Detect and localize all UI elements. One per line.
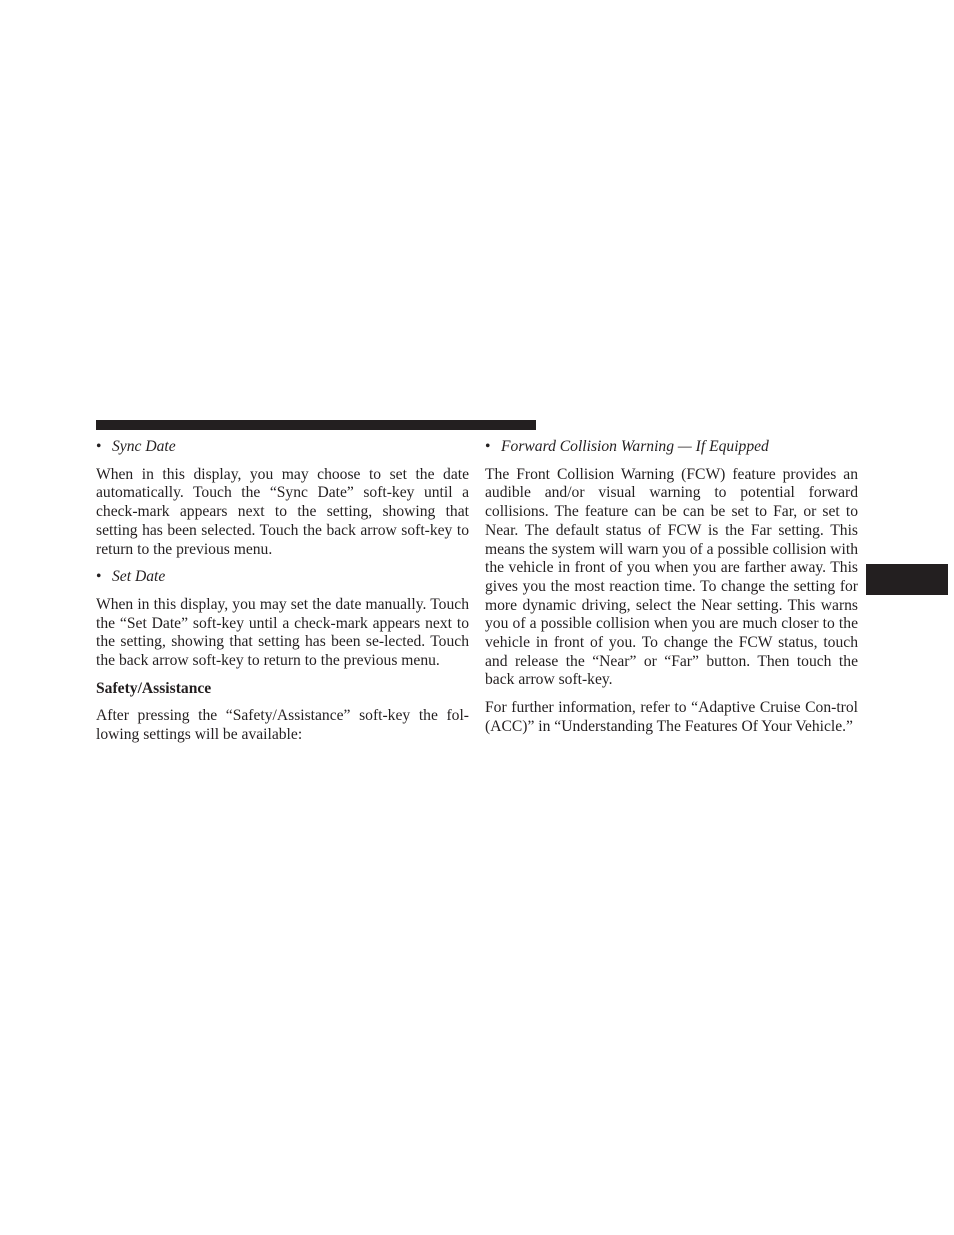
right-column (485, 438, 858, 746)
safety-assistance-paragraph: After pressing the “Safety/Assistance” soft-key the fol-lowing settings will be available: (96, 707, 469, 744)
fcw-heading-text: Forward Collision Warning — If Equipped (501, 438, 769, 455)
set-date-paragraph: When in this display, you may set the date manually. Touch the “Set Date” soft-key until a check-mark appears next to the setting, showing that setting has been se-lected. Touch the back arrow soft-key to return to the previous menu. (96, 595, 469, 670)
sync-date-heading-text: Sync Date (112, 438, 176, 455)
fcw-heading (485, 438, 858, 457)
set-date-heading-text: Set Date (112, 568, 166, 586)
bullet-icon: • (96, 568, 102, 586)
sync-date-paragraph: When in this display, you may choose to set the date automatically. Touch the “Sync Date” soft-key until a check-mark appears next to the setting, showing that setting has been selected. Touch the back arrow soft-key to return to the previous menu. (96, 465, 469, 558)
left-column (96, 438, 469, 754)
section-divider-bar (96, 420, 536, 430)
further-info-paragraph: For further information, refer to “Adaptive Cruise Con-trol (ACC)” in “Understanding The Features Of Your Vehicle.” (485, 699, 858, 735)
sync-date-heading (96, 438, 469, 457)
chapter-thumb-tab (866, 564, 948, 595)
safety-assistance-heading: Safety/Assistance (96, 679, 212, 697)
bullet-icon: • (96, 438, 102, 455)
set-date-heading (96, 568, 469, 587)
bullet-icon: • (485, 438, 491, 455)
fcw-paragraph: The Front Collision Warning (FCW) feature provides an audible and/or visual warning to potential forward collisions. The feature can be can be set to Far, or set to Near. The default status of FCW is the Far setting. This means the system will warn you of a possible collision with the vehicle in front of you when you are farther away. This gives you the most reaction time. To change the setting for more dynamic driving, select the Near setting. This warns you of a possible collision when you are much closer to the vehicle in front of you. To change the FCW status, touch and release the “Near” or “Far” button. Then touch the back arrow soft-key. (485, 465, 858, 689)
